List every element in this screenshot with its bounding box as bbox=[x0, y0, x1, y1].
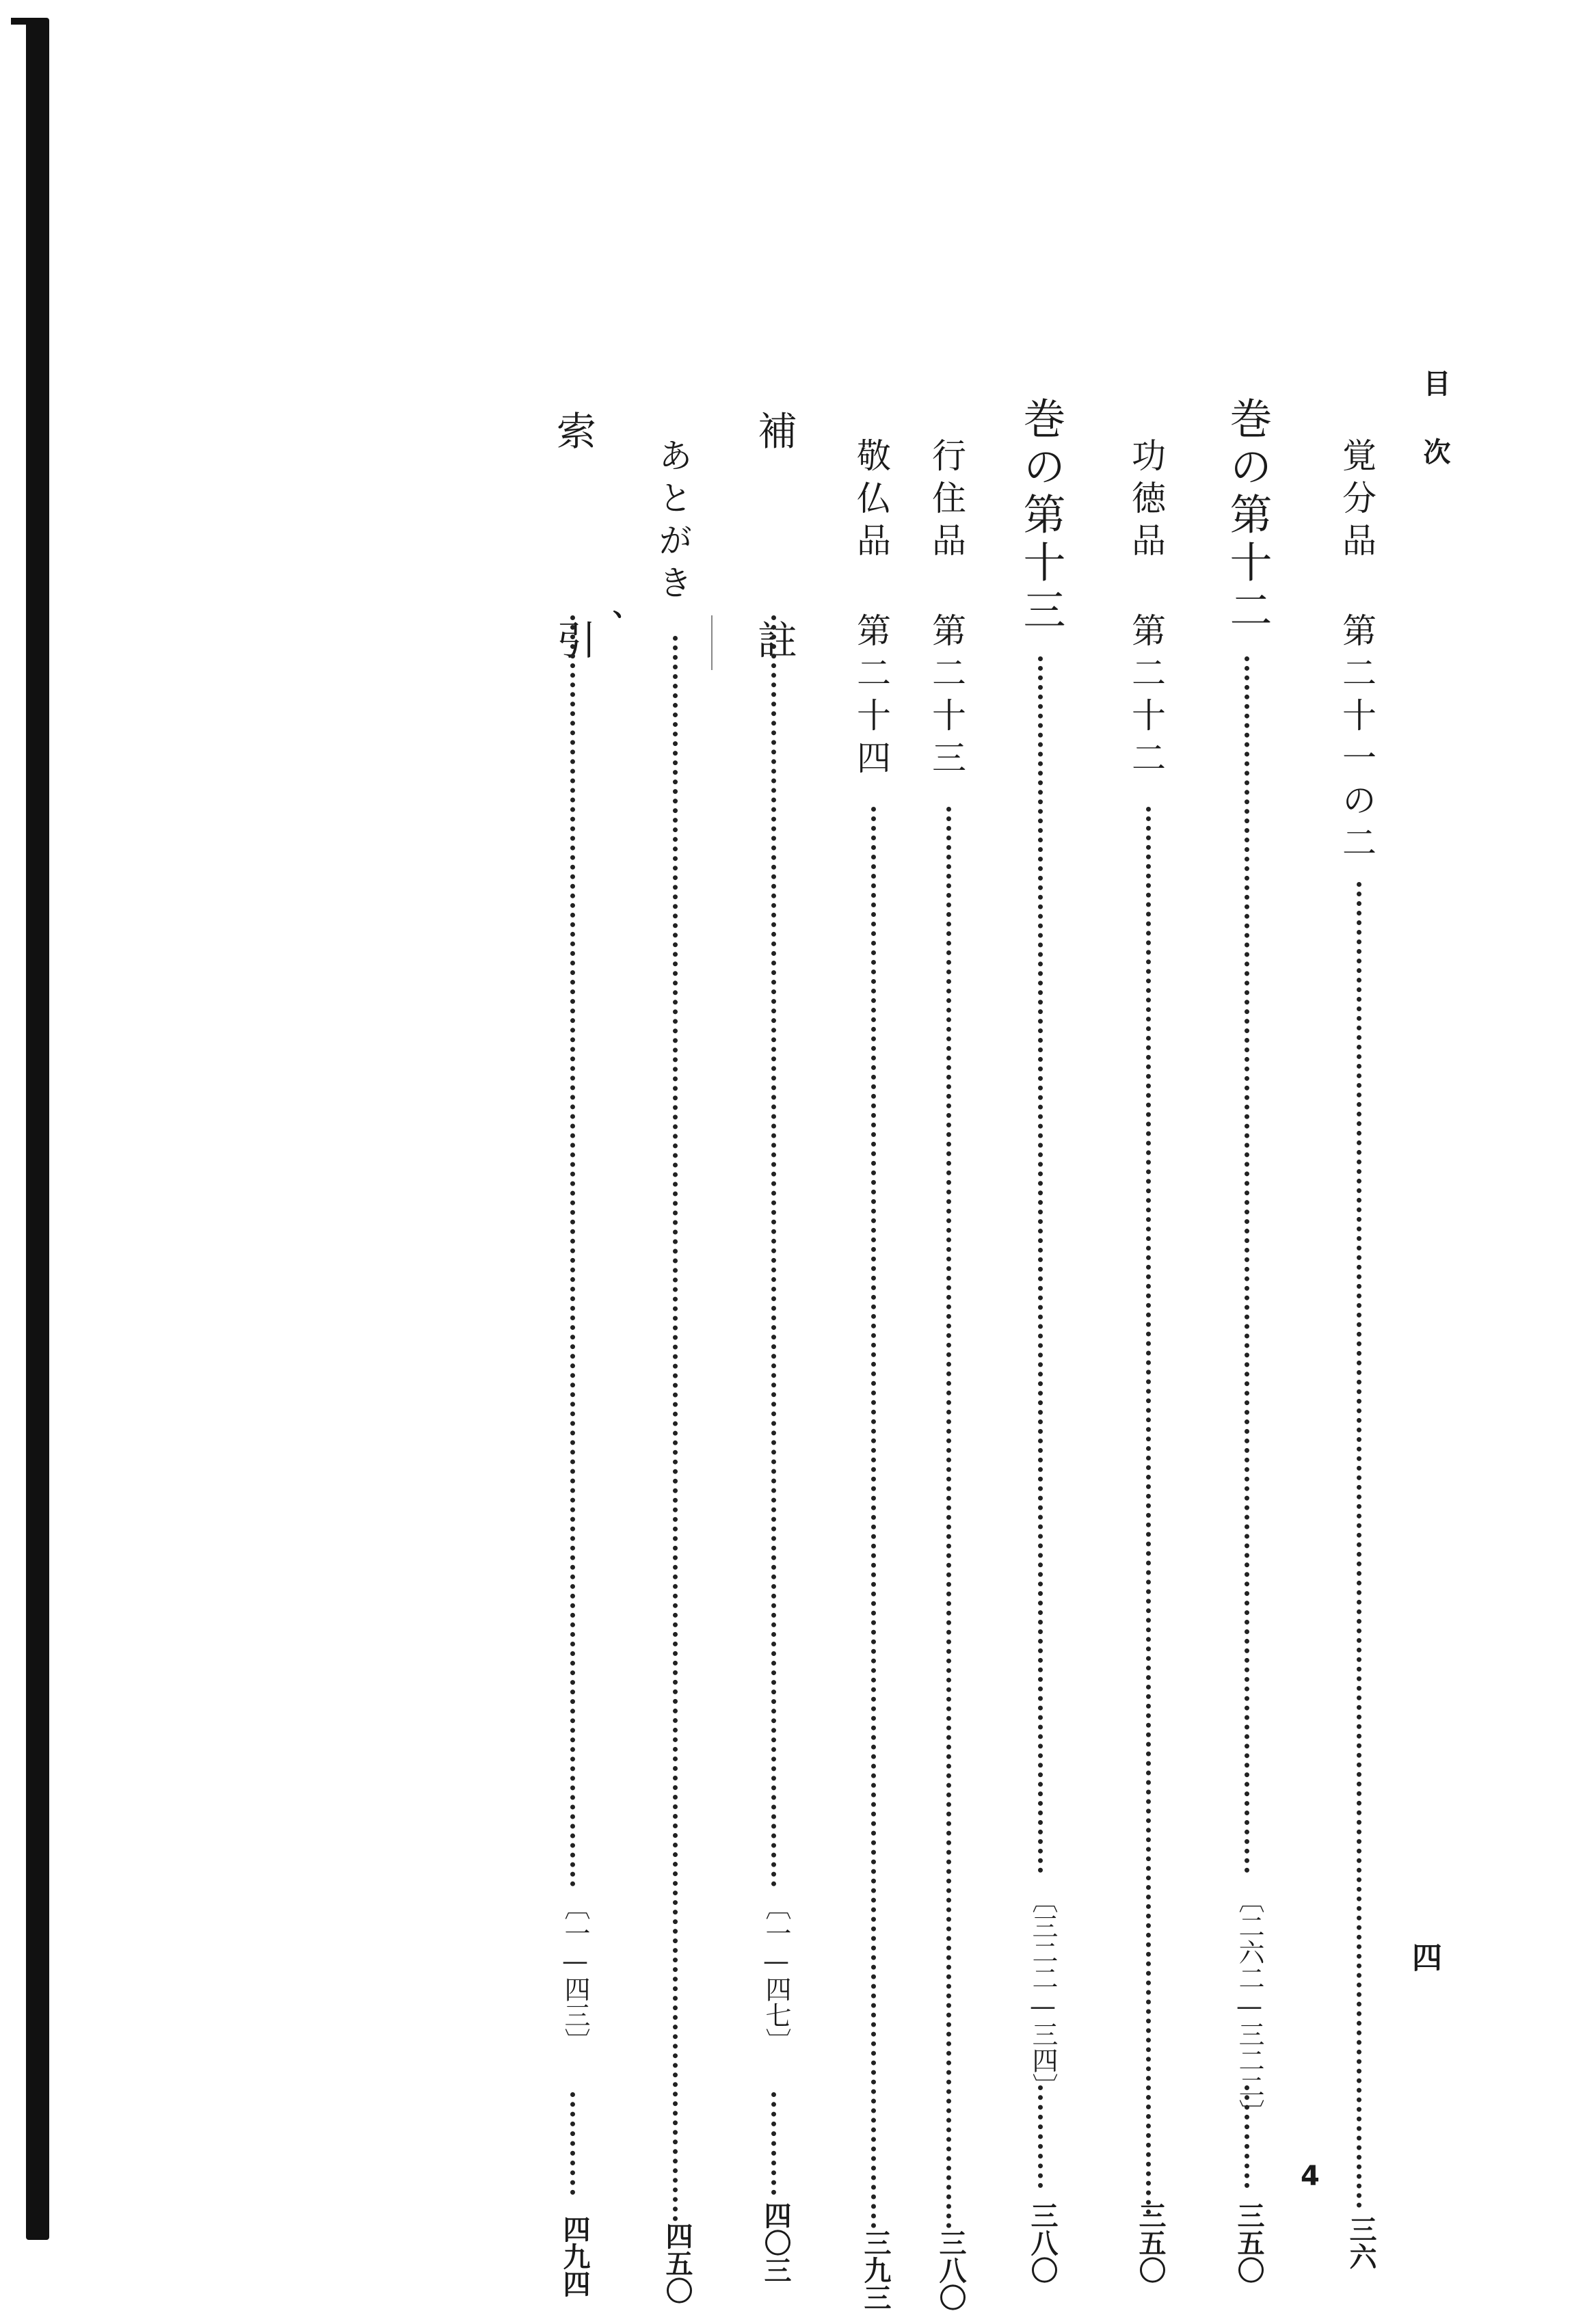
toc-entry-title: 敬仏品 第二十四 bbox=[851, 438, 891, 782]
toc-entry-title: 覚分品 第二十一の二 bbox=[1337, 438, 1376, 867]
toc-entry-title: 巻の第十二 bbox=[1223, 397, 1273, 636]
leader-dots bbox=[771, 2092, 776, 2195]
toc-entry-page: 四〇三 bbox=[760, 2202, 792, 2284]
toc-entry[interactable] bbox=[1332, 438, 1387, 2270]
toc-entry[interactable] bbox=[1217, 397, 1273, 2284]
leader-dots bbox=[570, 615, 575, 1887]
comma-mark: 、 bbox=[613, 590, 640, 622]
leader-dots bbox=[1146, 807, 1151, 2215]
toc-entry[interactable] bbox=[922, 438, 976, 2311]
leader-dots bbox=[673, 636, 678, 2222]
toc-entry[interactable] bbox=[544, 410, 599, 2297]
leader-dots bbox=[1357, 882, 1361, 2208]
scan-binding-edge bbox=[26, 18, 49, 2240]
leader-dots bbox=[1038, 656, 1043, 1873]
toc-entry-page: 三五〇 bbox=[1134, 2202, 1167, 2284]
page-number-kanji: 四 bbox=[1407, 1942, 1441, 1972]
toc-entry[interactable] bbox=[1011, 397, 1066, 2284]
toc-entry-page: 四九四 bbox=[559, 2215, 591, 2297]
leader-dots bbox=[871, 807, 876, 2229]
leader-dots bbox=[570, 2092, 575, 2195]
toc-entry-page: 三八〇 bbox=[935, 2229, 967, 2311]
leader-dots bbox=[1038, 2085, 1043, 2188]
toc-entry[interactable] bbox=[847, 438, 901, 2311]
toc-entry-title: 行住品 第二十三 bbox=[927, 438, 966, 782]
toc-entry-page: 三八〇 bbox=[1026, 2202, 1059, 2284]
toc-entry-title: 功徳品 第二十二 bbox=[1126, 438, 1166, 782]
toc-entry-range: 〔三二二—三四〕 bbox=[1028, 1887, 1058, 2099]
leader-dots bbox=[1245, 2085, 1249, 2188]
toc-entry-range: 〔一—四七〕 bbox=[761, 1894, 791, 2054]
leader-dots bbox=[1245, 656, 1249, 1873]
running-head: 目次 bbox=[1419, 369, 1451, 506]
leader-dots bbox=[771, 615, 776, 1887]
toc-entry[interactable] bbox=[745, 410, 800, 2284]
toc-entry-page: 三五〇 bbox=[1233, 2202, 1265, 2284]
toc-entry-range: 〔一—四三〕 bbox=[560, 1894, 590, 2054]
toc-entry-page: 三六 bbox=[1345, 2215, 1377, 2270]
leader-dots bbox=[946, 807, 951, 2229]
toc-entry-title: あとがき bbox=[653, 438, 693, 607]
scan-artifact-line bbox=[711, 615, 713, 670]
toc-entry-page: 三九三 bbox=[860, 2229, 892, 2311]
toc-entry-page: 四五〇 bbox=[661, 2222, 693, 2304]
toc-entry[interactable] bbox=[1121, 438, 1176, 2284]
toc-entry[interactable] bbox=[648, 438, 703, 2304]
toc-entry-title: 索 引 bbox=[550, 410, 596, 721]
toc-entry-title: 巻の第十三 bbox=[1016, 397, 1066, 636]
toc-entry-range: 〔二六二—三二二〕 bbox=[1234, 1887, 1264, 2125]
page-number: 4 bbox=[1301, 2161, 1320, 2192]
toc-entry-title: 補 註 bbox=[751, 410, 797, 721]
